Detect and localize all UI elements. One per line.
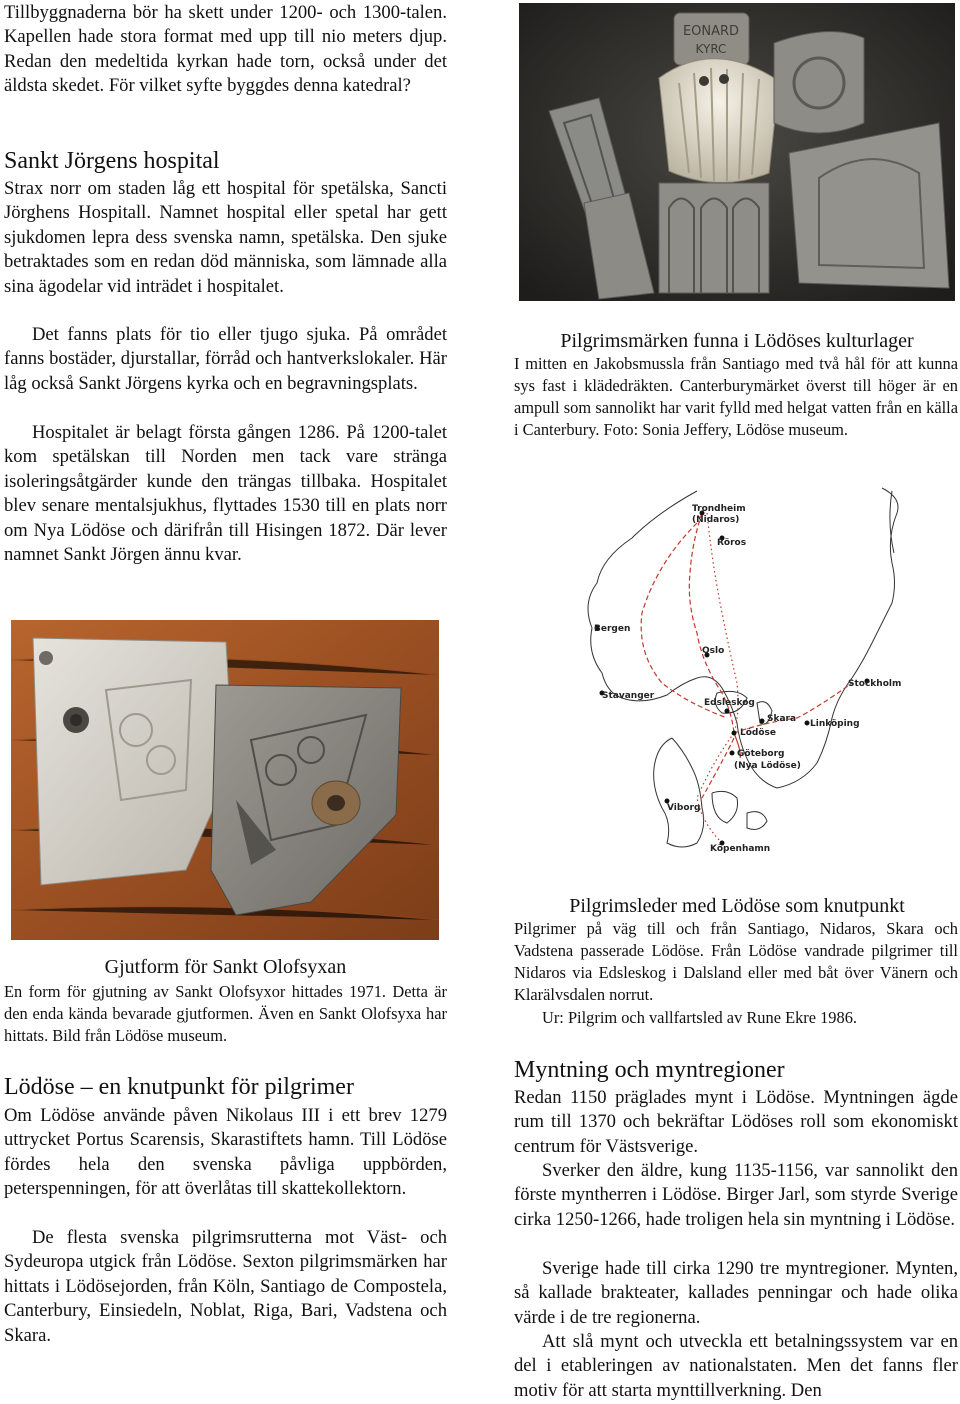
map-label-roros: Röros xyxy=(717,538,747,548)
axe-mold-photo xyxy=(11,620,439,940)
map-label-goteborg: Göteborg xyxy=(737,749,785,759)
map-label-nya-lodose: (Nya Lödöse) xyxy=(734,761,801,771)
map-label-viborg: Viborg xyxy=(667,803,701,813)
mint-heading: Myntning och myntregioner xyxy=(514,1057,785,1083)
mint-paragraph-4: Att slå mynt och utveckla ett betalningssystem var en del i etableringen av nationalstaten. Men det fanns fler motiv för att starta mynttillverkning. Den xyxy=(514,1331,958,1401)
map-caption-source: Ur: Pilgrim och vallfartsled av Rune Ekre 1986. xyxy=(542,1008,857,1027)
hospital-paragraph-1: Strax norr om staden låg ett hospital för spetälska, Sancti Jörghens Hospitall. Namnet hospital eller spetal har gett sjukdomen lepra dess svenska namn, spetälska. Den sjuke betraktades som en redan död människa, som lämnade alla sina ägodelar vid inträdet i hospitalet. xyxy=(4,178,447,297)
map-label-skara: Skara xyxy=(767,714,797,724)
map-label-kopenhamn: Köpenhamn xyxy=(710,844,771,854)
map-label-bergen: Bergen xyxy=(594,624,631,634)
svg-text:EONARD: EONARD xyxy=(682,24,740,39)
svg-text:KYRC: KYRC xyxy=(695,42,727,56)
mold-caption-text: En form för gjutning av Sankt Olofsyxor hittades 1971. Detta är den enda kända bevarade gjutformen. Även en Sankt Olofsyxa har hittats. Bild från Lödöse museum. xyxy=(4,982,447,1045)
mint-paragraph-3: Sverige hade till cirka 1290 tre myntregioner. Mynten, så kallade brakteater, kallades penningar och hade olika värde i de tre regionerna. xyxy=(514,1258,958,1328)
intro-paragraph: Tillbyggnaderna bör ha skett under 1200- och 1300-talen. Kapellen hade stora format med upp till nio meters djup. Redan den medeltida kyrkan hade torn, också under det äldsta skedet. För vilket syfte byggdes denna katedral? xyxy=(4,2,447,97)
hospital-heading: Sankt Jörgens hospital xyxy=(4,148,220,174)
hospital-paragraph-3: Hospitalet är belagt första gången 1286. På 1200-talet kom spetälskan till Norden men tack vare stränga isoleringsåtgärder kunde den trängas tillbaka. Hospitalet blev senare mentalsjukhus, flyttades 1530 till en plats norr om Nya Lödöse och därifrån till Hisingen 1872. Där lever namnet Sankt Jörgen ännu kvar. xyxy=(4,422,447,566)
map-label-stavanger: Stavanger xyxy=(602,691,655,701)
badges-caption-title: Pilgrimsmärken funna i Lödöses kulturlager xyxy=(560,330,914,352)
badges-caption-text: I mitten en Jakobsmussla från Santiago med två hål för att kunna sys fast i klädedräkten. Canterburymärket överst till höger är en ampull som sannolikt har varit fylld med helgat vatten från en källa i Canterbury. Foto: Sonia Jeffery, Lödöse museum. xyxy=(514,354,958,439)
map-label-lodose: Lödöse xyxy=(740,728,777,738)
map-label-oslo: Oslo xyxy=(702,646,725,656)
map-label-trondheim: Trondheim xyxy=(692,504,746,514)
pilgrim-routes-map xyxy=(562,483,907,858)
scallop-shell xyxy=(659,59,779,183)
badge-stamp xyxy=(674,13,749,65)
map-label-nidaros: (Nidaros) xyxy=(692,515,740,525)
map-label-stockholm: Stockholm xyxy=(848,679,902,689)
map-label-linkoping: Linköping xyxy=(810,719,860,729)
mint-paragraph-1: Redan 1150 präglades mynt i Lödöse. Myntningen ägde rum till 1370 och bekräftar Lödöses roll som ekonomiskt centrum för Västsverige. xyxy=(514,1087,958,1157)
hospital-paragraph-2: Det fanns plats för tio eller tjugo sjuka. På området fanns bostäder, djurstallar, förråd och hantverkslokaler. Här låg också Sankt Jörgens kyrka och en begravningsplats. xyxy=(4,324,447,394)
mint-paragraph-2: Sverker den äldre, kung 1135-1156, var sannolikt den förste myntherren i Lödöse. Birger Jarl, som styrde Sverige cirka 1250-1266, hade troligen hela sin myntning i Lödöse. xyxy=(514,1160,958,1230)
pilgrim-paragraph-2: De flesta svenska pilgrimsrutterna mot Väst- och Sydeuropa utgick från Lödöse. Sexton pilgrimsmärken har hittats i Lödösejorden, från Köln, Santiago de Compostela, Canterbury, Einsiedeln, Noblat, Riga, Bari, Vadstena och Skara. xyxy=(4,1227,447,1346)
pilgrim-heading: Lödöse – en knutpunkt för pilgrimer xyxy=(4,1074,354,1100)
map-label-edsleskog: Edsleskog xyxy=(704,698,755,708)
pilgrim-paragraph-1: Om Lödöse använde påven Nikolaus III i ett brev 1279 uttrycket Portus Scarensis, Skarastiftets hamn. Till Lödöse fördes hela den svenska påvliga uppbörden, peterspenningen, för att överlåtas till skattekollektorn. xyxy=(4,1105,447,1200)
mold-caption-title: Gjutform för Sankt Olofsyxan xyxy=(104,956,347,978)
map-caption-title: Pilgrimsleder med Lödöse som knutpunkt xyxy=(569,895,905,917)
map-caption-text: Pilgrimer på väg till och från Santiago, Nidaros, Skara och Vadstena passerade Lödöse. Från Lödöse vandrade pilgrimer till Nidaros via Edsleskog i Dalsland eller med båt över Vänern och Klarälvsdalen norrut. xyxy=(514,919,958,1004)
pilgrim-badges-photo xyxy=(519,3,955,301)
